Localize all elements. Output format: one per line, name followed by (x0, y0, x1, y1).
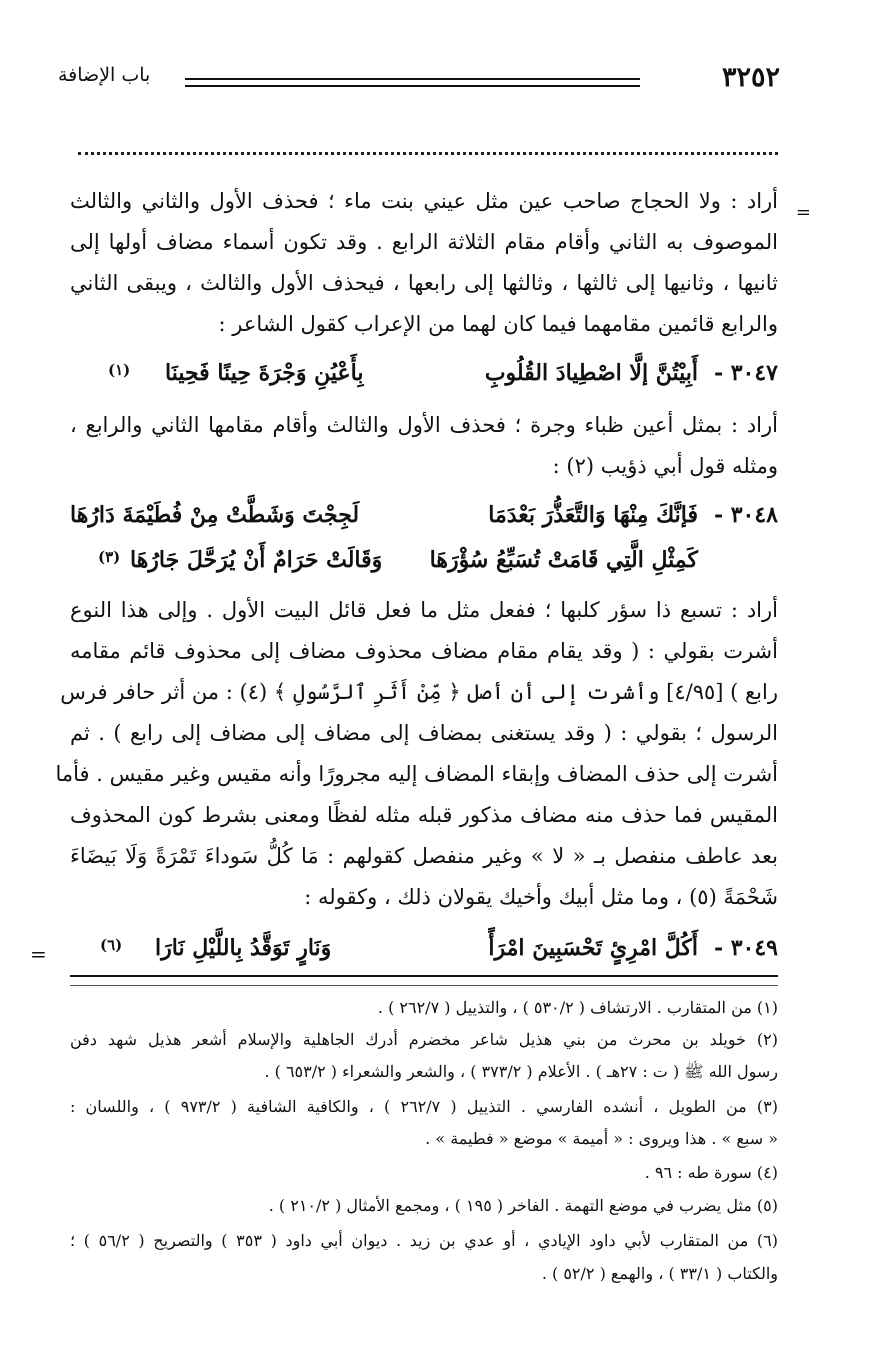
continuation-mark: = (795, 202, 811, 223)
body-line: أراد : بمثل أعين ظباء وجرة ؛ فحذف الأول والثالث وأقام مقامها الثاني والرابع ، (70, 413, 778, 437)
footnote-line: « سبع » . هذا ويروى : « أميمة » موضع « فطيمة » . (425, 1129, 778, 1148)
footnote-separator (70, 985, 778, 986)
dotted-separator (78, 150, 778, 155)
verse-hemistich-1: فَإنَّكَ مِنْهَا وَالتَّعَذُّرَ بَعْدَمَا (488, 502, 698, 528)
body-line: شَحْمَةً (٥) ، وما مثل أبيك وأخيك يقولان ذلك ، وكقوله : (304, 885, 778, 909)
verse-number: ٣٠٤٩ - (713, 935, 778, 961)
verse-hemistich-1: أَبِيْتُنَّ إلَّا اصْطِيادَ القُلُوبِ (484, 360, 698, 386)
footnote-line: (٥) مثل يضرب في موضع التهمة . الفاخر ( ١٩٥ ) ، ومجمع الأمثال ( ٢١٠/٢ ) . (268, 1196, 778, 1215)
verse-hemistich-2: لَجِجْتَ وَشَطَّتْ مِنْ فُطَيْمَةَ دَارُهَا (70, 502, 360, 528)
body-line: رابع ) [٤/٩٥] وأشرت إلى أن أصل ﴿ مِّنْ أَثَرِ ٱلرَّسُولِ ﴾ (٤) : من أثر حافر فرس (60, 680, 778, 704)
body-line: الرسول ؛ بقولي : ( وقد يستغنى بمضاف إلى مضاف إلى مضاف إلى رابع ) . ثم (70, 721, 778, 745)
footnote-ref: (٣) (98, 548, 121, 566)
verse-number: ٣٠٤٧ - (713, 360, 778, 386)
body-line: بعد عاطف منفصل بـ « لا » وغير منفصل كقولهم : مَا كُلُّ سَوداءَ تَمْرَةً وَلَا بَيضَاءَ (70, 844, 778, 868)
body-line: أراد : تسبع ذا سؤر كلبها ؛ ففعل مثل ما فعل قائل البيت الأول . وإلى هذا النوع (70, 598, 778, 622)
body-line: الموصوف به الثاني وأقام مقام الثلاثة الرابع . وقد تكون أسماء مضاف أولها إلى (70, 230, 778, 254)
footnote-line: (٦) من المتقارب لأبي داود الإيادي ، أو عدي بن زيد . ديوان أبي داود ( ٣٥٣ ) والتصريح ( ٥٦/٢ ) ؛ (70, 1231, 779, 1250)
body-line: أشرت إلى حذف المضاف وإبقاء المضاف إليه مجرورًا وأنه مقيس وغير مقيس . فأما (55, 762, 778, 786)
footnote-line: (٢) خويلد بن محرث من بني هذيل شاعر مخضرم أدرك الجاهلية والإسلام أشعر هذيل شهد دفن (70, 1030, 778, 1049)
continuation-mark: = (30, 942, 47, 966)
footnote-ref: (١) (108, 361, 131, 379)
footnote-line: (٣) من الطويل ، أنشده الفارسي . التذييل ( ٢٦٢/٧ ) ، والكافية الشافية ( ٩٧٣/٢ ) ، واللسان : (70, 1097, 778, 1116)
footnote-ref: (٦) (100, 936, 123, 954)
body-line: المقيس فما حذف منه مضاف مذكور قبله مثله لفظًا ومعنى بشرط كون المحذوف (70, 803, 778, 827)
verse-hemistich-2: وَنَارٍ تَوَقَّدُ بِاللَّيْلِ نَارَا (155, 935, 332, 961)
body-line: أشرت بقولي : ( وقد يقام مقام مضاف محذوف مضاف إلى محذوف قائم مقامه (70, 639, 778, 663)
footnote-line: (١) من المتقارب . الارتشاف ( ٥٣٠/٢ ) ، والتذييل ( ٢٦٢/٧ ) . (377, 998, 778, 1017)
verse-hemistich-2: وَقَالَتْ حَرَامٌ أَنْ يُرَحَّلَ جَارُهَا (130, 547, 383, 573)
header-double-rule (185, 78, 640, 87)
verse-underline (70, 975, 778, 977)
verse-number: ٣٠٤٨ - (713, 502, 778, 528)
verse-hemistich-1: أَكُلَّ امْرِئٍ تَحْسَبِينَ امْرَأً (488, 935, 698, 961)
verse-hemistich-2: بِأَعْيُنِ وَجْرَةَ حِينًا فَحِينَا (165, 360, 364, 386)
footnote-line: والكتاب ( ٣٣/١ ) ، والهمع ( ٥٢/٢ ) . (541, 1264, 778, 1283)
body-line: والرابع قائمين مقامهما فيما كان لهما من الإعراب كقول الشاعر : (218, 312, 778, 336)
body-line: ثانيها ، وثانيها إلى ثالثها ، وثالثها إلى رابعها ، فيحذف الأول والثالث ، ويبقى الثاني (70, 271, 778, 295)
footnote-line: رسول الله ﷺ ( ت : ٢٧هـ ) . الأعلام ( ٣٧٣/٢ ) ، والشعر والشعراء ( ٦٥٣/٢ ) . (264, 1062, 778, 1081)
footnote-line: (٤) سورة طه : ٩٦ . (644, 1163, 778, 1182)
verse-hemistich-1: كَمِثْلِ الَّتِي قَامَتْ تُسَبِّعُ سُؤْرَهَا (429, 547, 698, 573)
chapter-title: باب الإضافة (58, 64, 151, 86)
body-line: أراد : ولا الحجاج صاحب عين مثل عيني بنت ماء ؛ فحذف الأول والثاني والثالث (70, 189, 778, 213)
page-number: ٣٢٥٢ (721, 62, 780, 93)
body-line: ومثله قول أبي ذؤيب (٢) : (552, 454, 778, 478)
